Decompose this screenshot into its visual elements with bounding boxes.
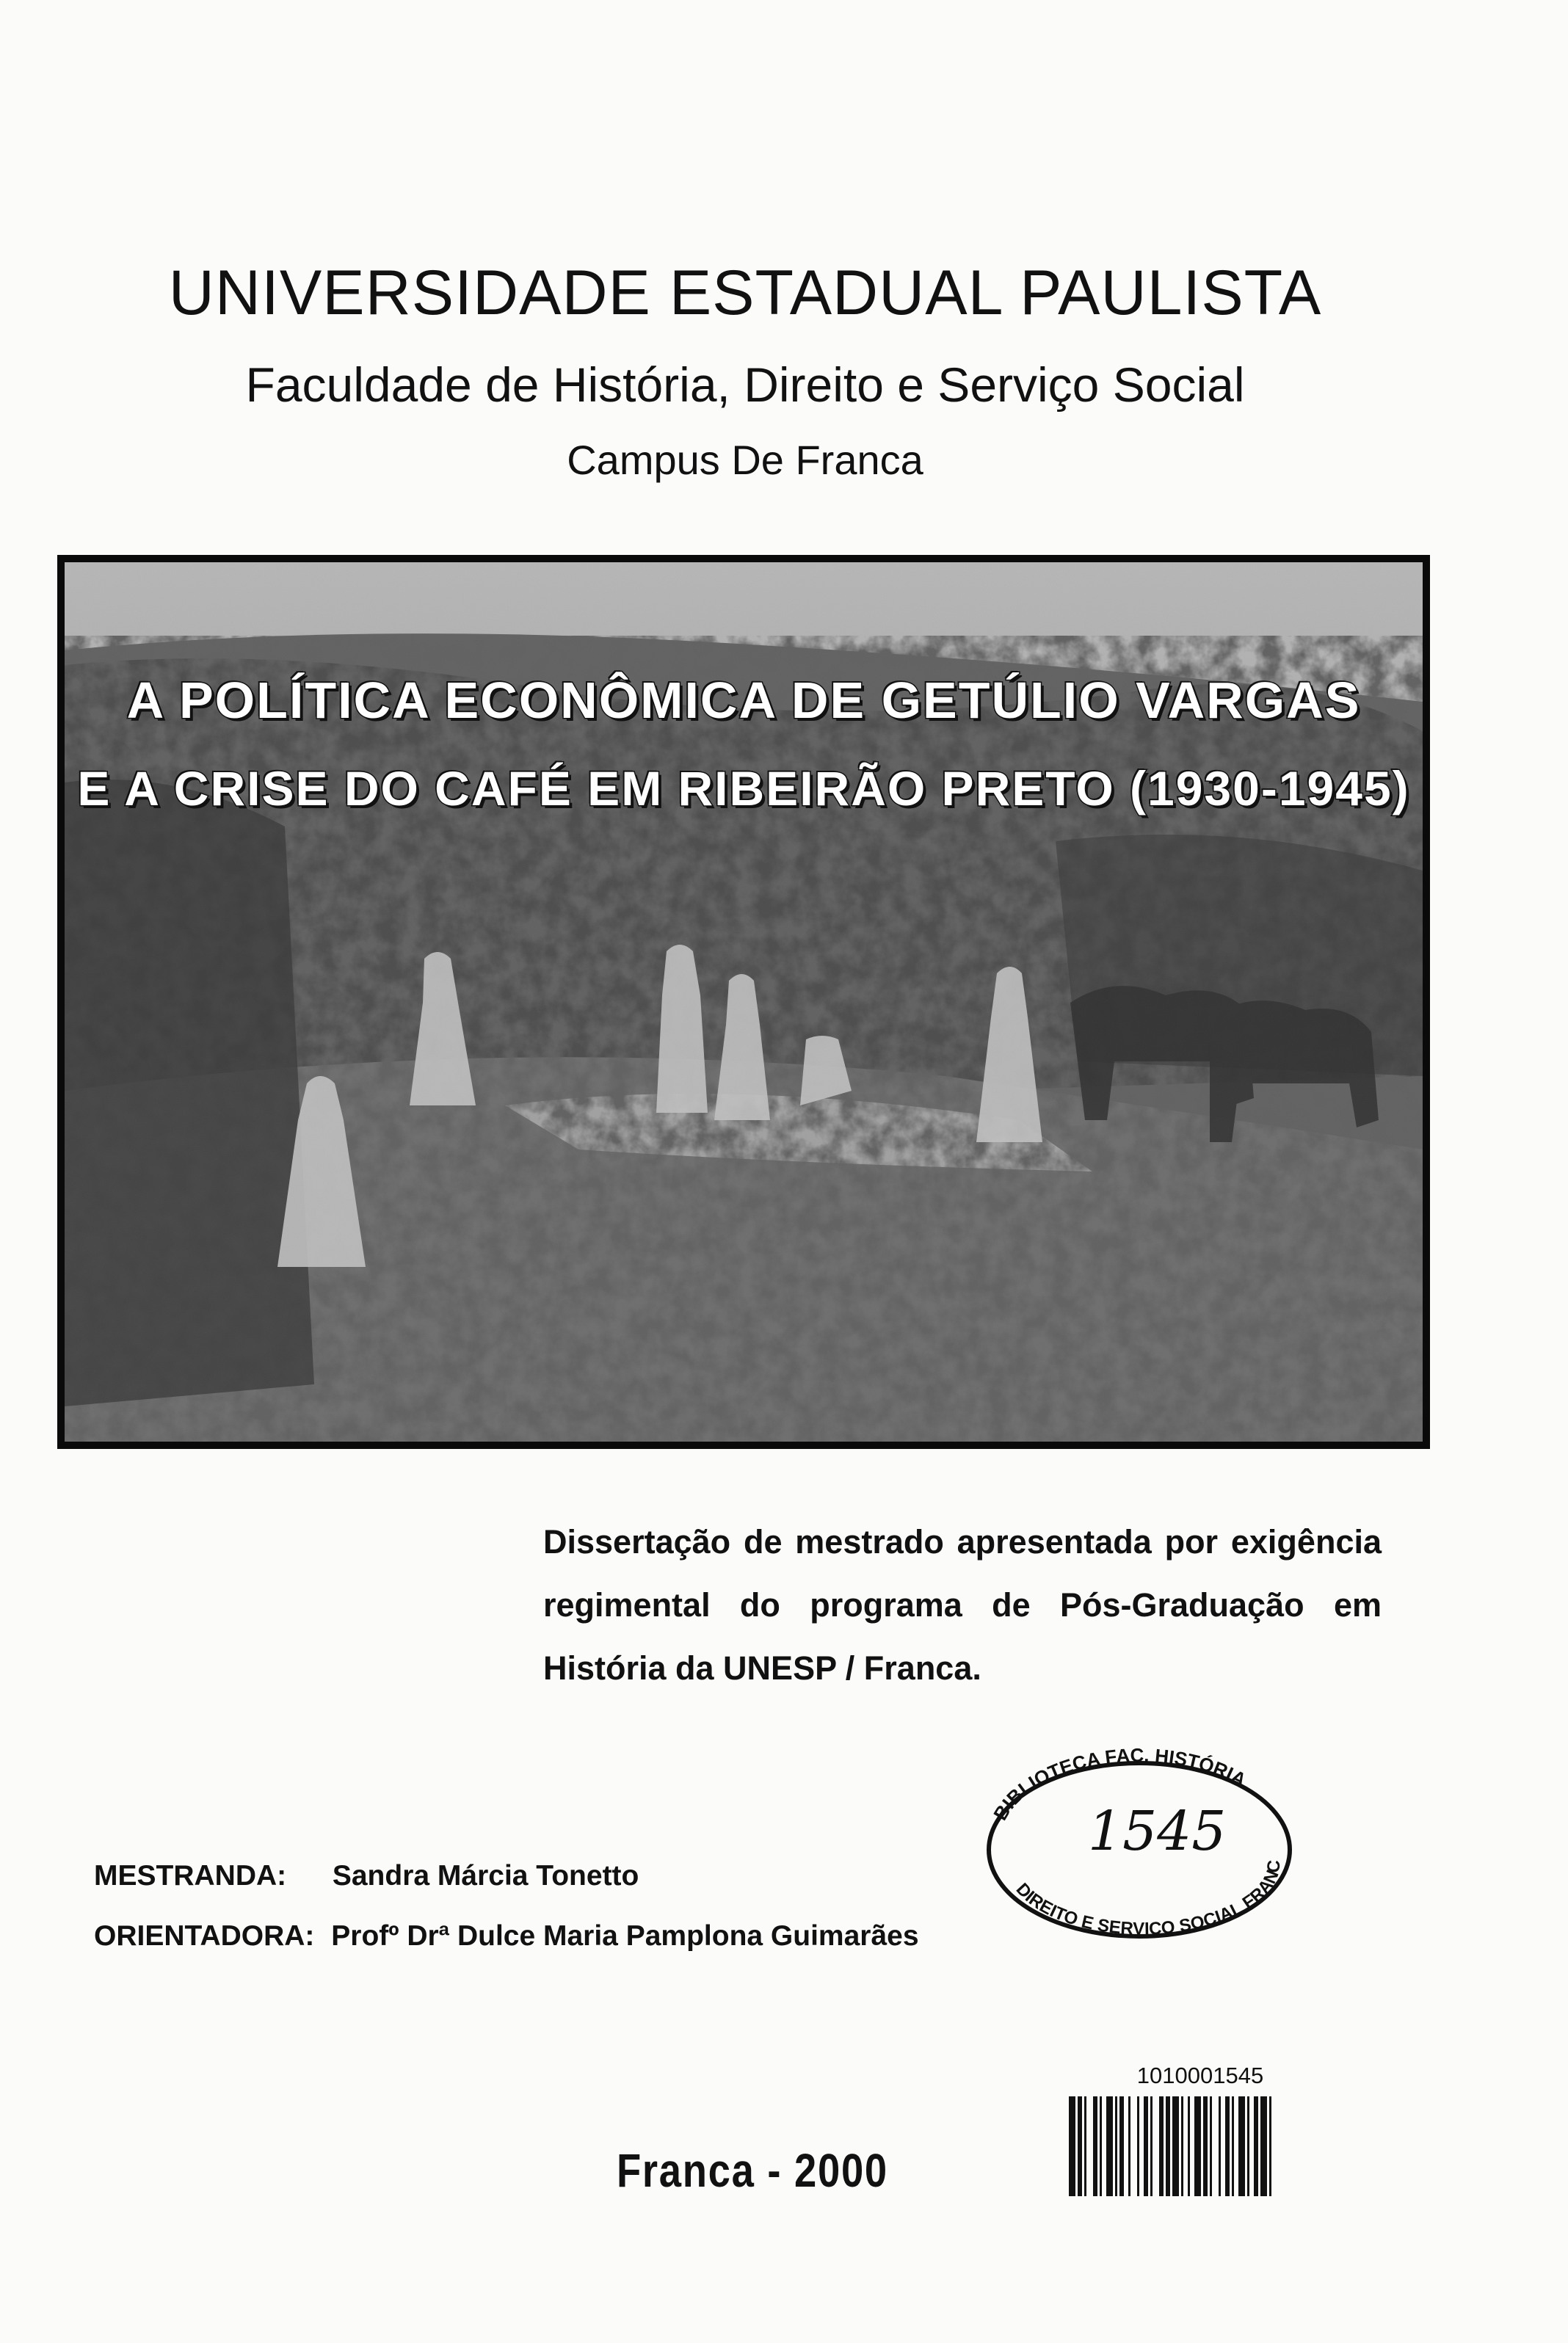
advisor-name: Profº Drª Dulce Maria Pamplona Guimarães xyxy=(331,1920,919,1952)
library-stamp xyxy=(970,1732,1304,1952)
barcode-image xyxy=(1069,2096,1355,2196)
campus-name: Campus De Franca xyxy=(567,437,923,483)
svg-text:BIBLIOTECA FAC. HISTÓRIA: BIBLIOTECA FAC. HISTÓRIA xyxy=(989,1743,1250,1825)
stamp-handwritten-number: 1545 xyxy=(1088,1800,1227,1863)
advisor-row xyxy=(94,1920,919,1952)
faculty-name: Faculdade de História, Direito e Serviço Social xyxy=(245,357,1245,412)
student-name: Sandra Márcia Tonetto xyxy=(332,1860,639,1892)
place-and-year: Franca - 2000 xyxy=(617,2144,888,2197)
advisor-label: ORIENTADORA: xyxy=(94,1920,315,1952)
thesis-title-line-1: A POLÍTICA ECONÔMICA DE GETÚLIO VARGAS xyxy=(126,672,1361,729)
thesis-title-line-2: E A CRISE DO CAFÉ EM RIBEIRÃO PRETO (1930-1945) xyxy=(77,761,1410,815)
university-name: UNIVERSIDADE ESTADUAL PAULISTA xyxy=(168,258,1322,328)
student-label: MESTRANDA: xyxy=(94,1860,287,1892)
svg-text:DIREITO E SERVIÇO SOCIAL FRANC: DIREITO E SERVIÇO SOCIAL FRANC xyxy=(1012,1859,1285,1939)
barcode-number: 1010001545 xyxy=(1136,2063,1264,2088)
student-row xyxy=(94,1860,639,1892)
dissertation-description: Dissertação de mestrado apresentada por exigência regimental do programa de Pós-Graduação em História da UNESP / Franca. xyxy=(543,1523,1382,1687)
cover-photo xyxy=(57,555,1430,1449)
